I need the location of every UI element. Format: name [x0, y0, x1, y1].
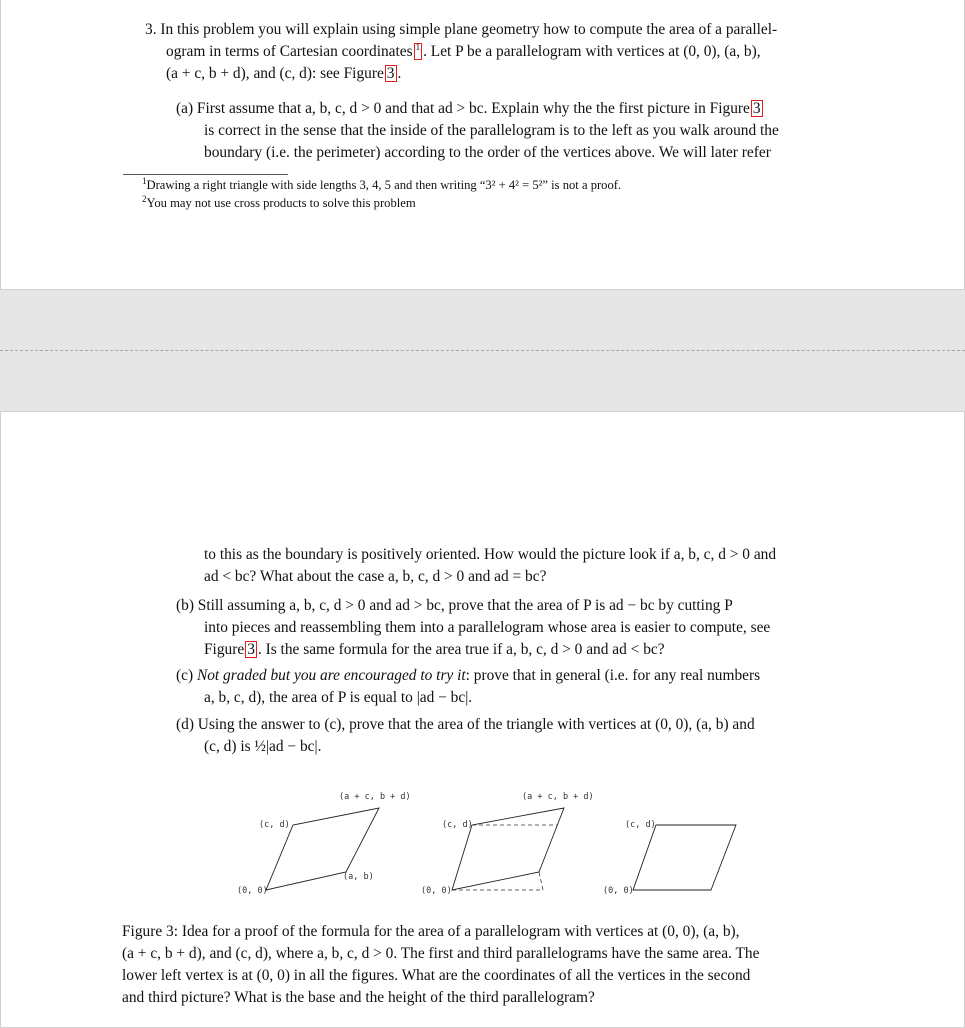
label-origin: (0, 0): [421, 886, 452, 896]
part-a-line-2: is correct in the sense that the inside of the parallelogram is to the left as you walk around the: [204, 122, 779, 139]
figure-link[interactable]: 3: [752, 100, 761, 117]
parallelogram-1: [237, 792, 411, 896]
document-page-1: [0, 0, 965, 290]
label-origin: (0, 0): [603, 886, 634, 896]
part-d-line-2: (c, d) is ½|ad − bc|.: [204, 738, 322, 755]
footnote-link[interactable]: 1: [414, 43, 423, 60]
label-cd: (c, d): [259, 820, 290, 830]
part-b-line-2: into pieces and reassembling them into a parallelogram whose area is easier to compute, see: [204, 619, 771, 636]
parallelogram-3-shape: [633, 825, 736, 890]
parallelogram-3: [603, 820, 736, 896]
part-d-line-1: (d) Using the answer to (c), prove that the area of the triangle with vertices at (0, 0), (a, b) and: [176, 716, 755, 733]
part-b-line-3: Figure 3 . Is the same formula for the area true if a, b, c, d > 0 and ad < bc?: [204, 641, 665, 658]
figure-caption-line-2: (a + c, b + d), and (c, d), where a, b, c, d > 0. The first and third parallelograms have the same area. The: [122, 945, 760, 962]
figure-caption-line-3: lower left vertex is at (0, 0) in all the figures. What are the coordinates of all the vertices in the second: [122, 967, 751, 984]
figure-link[interactable]: 3: [386, 65, 395, 82]
figure-caption-line-1: Figure 3: Idea for a proof of the formula for the area of a parallelogram with vertices at (0, 0), (a, b),: [122, 923, 740, 940]
part-a-line-3: boundary (i.e. the perimeter) according to the order of the vertices above. We will later refer: [204, 144, 771, 161]
problem-text-line-3: (a + c, b + d), and (c, d): see Figure 3 .: [166, 65, 402, 82]
label-origin: (0, 0): [237, 886, 268, 896]
problem-text-line-2: ogram in terms of Cartesian coordinates $^1$ . Let P be a parallelogram with vertices at (0, 0), (a, b),: [166, 41, 761, 60]
part-b-line-1: (b) Still assuming a, b, c, d > 0 and ad > bc, prove that the area of P is ad − bc by cutting P: [176, 597, 733, 614]
part-a-continued-line-1: to this as the boundary is positively oriented. How would the picture look if a, b, c, d > 0 and: [204, 546, 777, 563]
page-break-divider: [0, 350, 965, 351]
label-cd: (c, d): [625, 820, 656, 830]
part-a-continued-line-2: ad < bc? What about the case a, b, c, d > 0 and ad = bc?: [204, 568, 547, 585]
footnote-2: $^2$You may not use cross products to solve this problem: [142, 193, 416, 210]
footnote-1: $^1$Drawing a right triangle with side lengths 3, 4, 5 and then writing “3² + 4² = 5²” is not a proof.: [142, 175, 622, 192]
footnote-rule: [123, 174, 288, 175]
part-c-line-1: (c) Not graded but you are encouraged to try it: prove that in general (i.e. for any real numbers: [176, 667, 761, 684]
label-cd: (c, d): [442, 820, 473, 830]
document-page-2: [0, 411, 965, 1028]
parallelogram-2: [421, 792, 594, 896]
problem-text-line-1: 3. In this problem you will explain using simple plane geometry how to compute the area of a parallel-: [145, 21, 778, 38]
label-ab: (a, b): [343, 872, 374, 882]
figure-caption-line-4: and third picture? What is the base and the height of the third parallelogram?: [122, 989, 595, 1006]
label-sum: (a + c, b + d): [339, 792, 411, 802]
dashed-right: [539, 872, 543, 890]
figure-3-parallelograms: [1, 772, 964, 902]
figure-link[interactable]: 3: [247, 641, 255, 658]
part-a-line-1: (a) First assume that a, b, c, d > 0 and that ad > bc. Explain why the the first picture in Figure 3: [176, 100, 761, 117]
part-c-line-2: a, b, c, d), the area of P is equal to |ad − bc|.: [204, 689, 473, 706]
label-sum: (a + c, b + d): [522, 792, 594, 802]
